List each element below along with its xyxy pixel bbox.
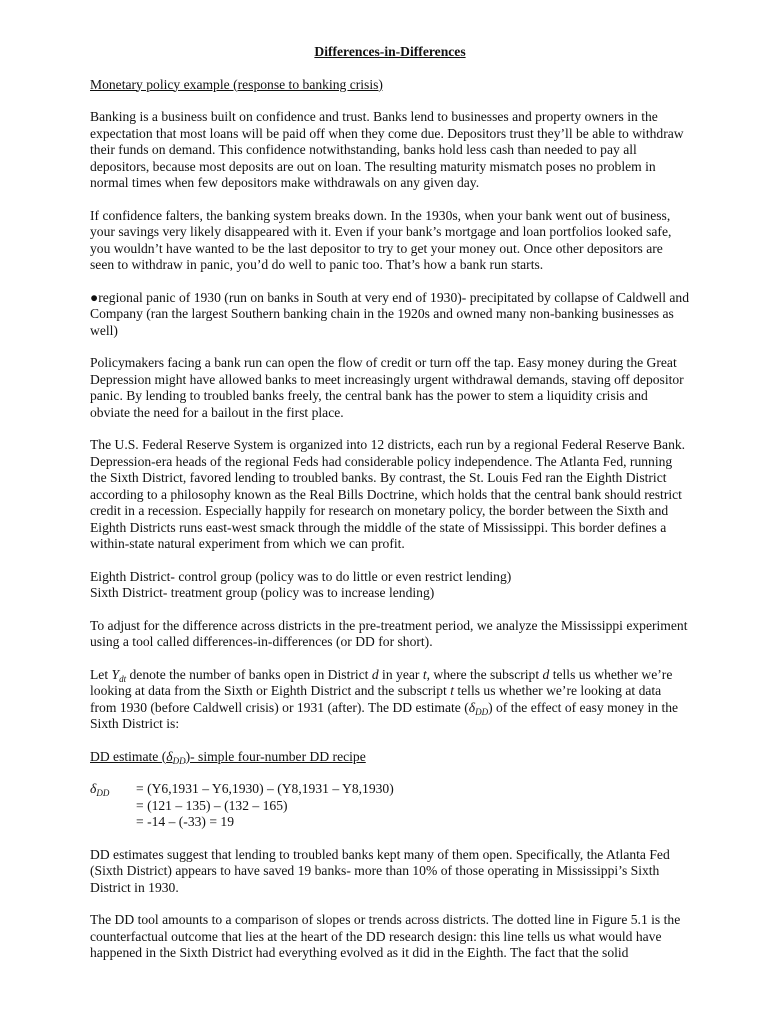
text-fragment: tells us whether we’re looking at data from 1930 (before Caldwell crisis) or 1931 (after). The DD estimate ( [90,683,662,715]
district-groups [90,569,690,602]
paragraph-dd-results: DD estimates suggest that lending to troubled banks kept many of them open. Specifically, the Atlanta Fed (Sixth District) appears to have saved 19 banks- more than 10% of those operating in Mississippi’s Sixth District in 1930. [90,846,670,895]
paragraph-federal-reserve: The U.S. Federal Reserve System is organized into 12 districts, each run by a regional Federal Reserve Bank. Depression-era heads of the regional Feds had considerable policy independence. The Atlanta Fed, running the Sixth District, favored lending to troubled banks. By contrast, the St. Louis Fed ran the Eighth District according to a philosophy known as the Real Bills Doctrine, which holds that the central bank should restrict credit in a recession. Especially happily for research on monetary policy, the border between the Sixth and Eighth Districts runs east-west smack through the middle of the state of Mississippi. This border defines a within-state natural experiment from which we can profit. [90,437,686,551]
text-fragment: tells us whether we’re looking at data from the Sixth or Eighth District and the subscript [90,666,673,698]
dd-subscript: DD [172,755,186,766]
dt-subscript: dt [119,673,127,684]
paragraph-dd-slopes: The DD tool amounts to a comparison of slopes or trends across districts. The dotted line in Figure 5.1 is the counterfactual outcome that lies at the heart of the DD research design: this line tells us what would have happened in the Sixth District had everything evolved as it did in the Eighth. The fact that the solid [90,912,681,960]
paragraph-regional-panic: ●regional panic of 1930 (run on banks in South at very end of 1930)- precipitated by collapse of Caldwell and Company (ran the largest Southern banking chain in the 1920s and owned many non-banking businesses as well) [90,289,690,338]
text-fragment: in year [378,666,423,682]
y-symbol: Y [111,666,120,682]
paragraph-confidence-falters: If confidence falters, the banking system breaks down. In the 1930s, when your bank went out of business, your savings very likely disappeared with it. Even if your bank’s mortgage and loan portfolios looked safe, you wouldn’t have wanted to be the last depositor to try to get your money out. Once other depositors are seen to withdraw in panic, you’d do well to panic too. That’s how a bank run starts. [90,207,672,272]
dd-equation [90,781,690,831]
equation-spacer [90,798,136,815]
document-title: Differences-in-Differences [314,44,466,59]
d-variable: d [542,666,550,682]
paragraph-dd-intro: To adjust for the difference across districts in the pre-treatment period, we analyze the Mississippi experiment using a tool called differences-in-differences (or DD for short). [90,617,688,649]
paragraph-banking-confidence: Banking is a business built on confidence and trust. Banks lend to businesses and property owners in the expectation that most loans will be paid off when they come due. Depositors trust they’ll be able to withdraw their funds on demand. This confidence notwithstanding, banks hold less cash than needed to pay all depositors, because most deposits are out on loan. The resulting maturity mismatch poses no problem in normal times when few depositors make withdrawals on any given day. [90,109,684,190]
text-fragment: DD estimate ( [90,748,167,764]
eighth-district-group: Eighth District- control group (policy was to do little or even restrict lending) [90,568,512,584]
delta-dd-symbol [166,749,185,764]
y-dt-symbol [112,667,127,682]
text-fragment: )- simple four-number DD recipe [185,748,366,764]
equation-spacer [90,814,136,831]
dd-subscript: DD [96,788,110,798]
paragraph-dd-definition [90,667,690,733]
delta-symbol: δ [468,699,476,715]
delta-dd-symbol [469,700,488,715]
dd-estimate-heading [90,749,690,766]
dd-subscript: DD [475,706,489,717]
section-heading: Monetary policy example (response to banking crisis) [90,76,383,92]
t-variable: t [422,666,427,682]
sixth-district-group: Sixth District- treatment group (policy was to increase lending) [90,585,435,600]
delta-symbol: δ [166,748,173,764]
equation-lhs [90,781,136,798]
equation-row-1 [90,781,690,798]
equation-line-1: = (Y6,1931 – Y6,1930) – (Y8,1931 – Y8,1930) [136,781,394,796]
equation-row-2 [90,798,690,815]
equation-line-3: = -14 – (-33) = 19 [136,814,235,829]
text-fragment: Let [90,666,112,682]
equation-line-2: = (121 – 135) – (132 – 165) [136,797,288,813]
d-variable: d [371,666,379,682]
text-fragment: denote the number of banks open in District [126,666,372,682]
equation-row-3 [90,814,690,831]
delta-symbol: δ [90,781,97,796]
paragraph-policymakers: Policymakers facing a bank run can open the flow of credit or turn off the tap. Easy money during the Great Depression might have allowed banks to meet increasingly urgent withdrawal demands, staving off depositor panic. By lending to troubled banks freely, the central bank has the power to stem a liquidity crisis and obviate the need for a bailout in the first place. [90,355,684,420]
document-page [90,44,690,962]
text-fragment: ) of the effect of easy money in the Sixth District is: [90,699,679,731]
t-variable: t [450,683,454,698]
text-fragment: , where the subscript [426,666,543,682]
